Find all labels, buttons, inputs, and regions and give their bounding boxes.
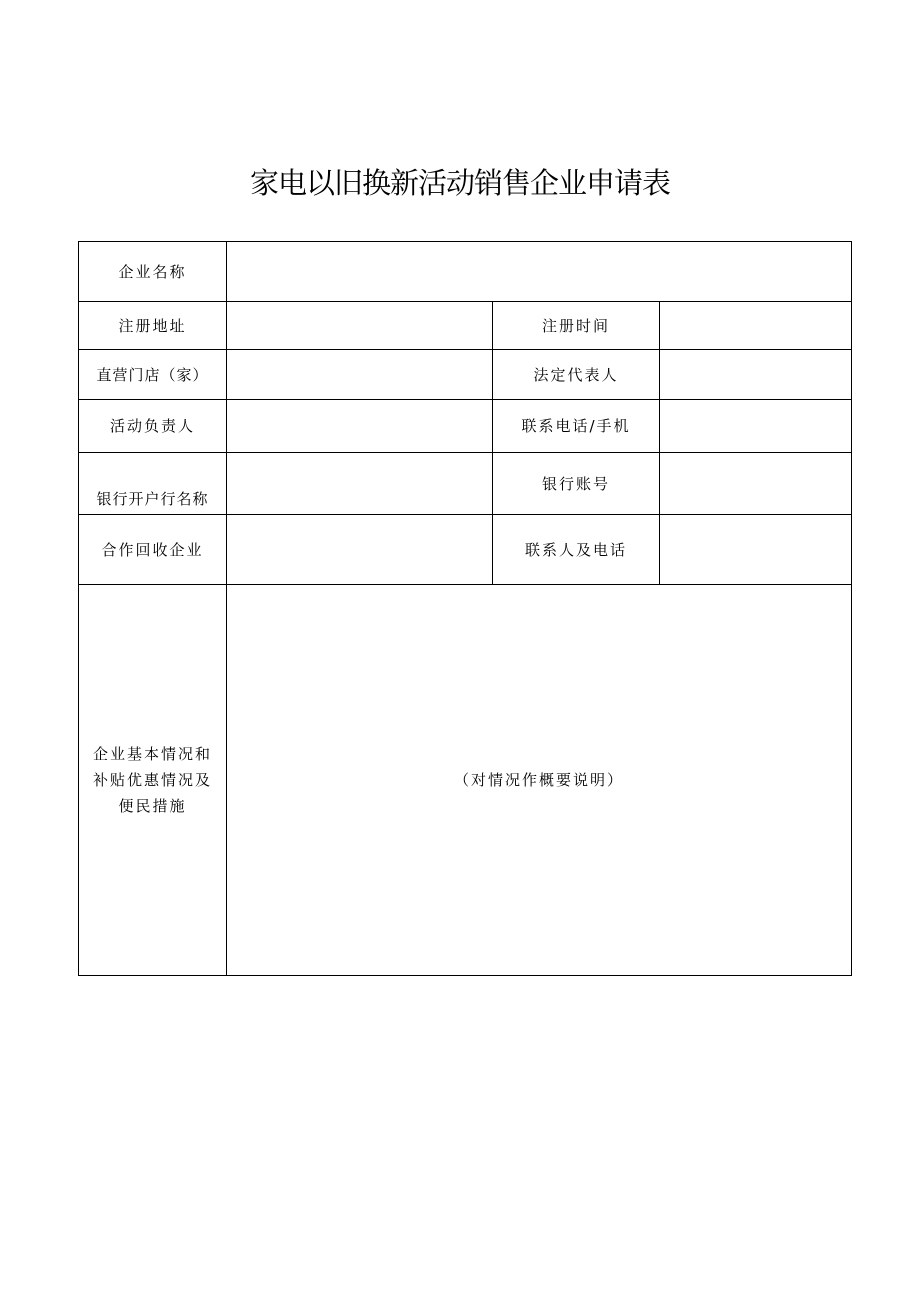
form-title: 家电以旧换新活动销售企业申请表: [249, 166, 670, 200]
recycler-field[interactable]: [227, 515, 492, 584]
direct-stores-field[interactable]: [227, 350, 492, 399]
contact-phone-field[interactable]: [660, 400, 851, 452]
application-form-table: [78, 241, 852, 976]
bank-account-field[interactable]: [660, 453, 851, 514]
label-direct-stores: 直营门店（家）: [96, 365, 209, 384]
label-bank-name: 银行开户行名称: [96, 490, 209, 508]
description-field[interactable]: （对情况作概要说明）: [453, 771, 624, 789]
label-legal-rep: 法定代表人: [533, 365, 619, 384]
label-company-name: 企业名称: [118, 262, 187, 281]
label-contact-phone: 联系电话/手机: [521, 417, 631, 435]
registration-time-field[interactable]: [660, 302, 851, 349]
contact-person-field[interactable]: [660, 515, 851, 584]
label-bank-account: 银行账号: [541, 474, 610, 493]
company-name-field[interactable]: [227, 242, 851, 301]
label-registered-address: 注册地址: [118, 316, 187, 335]
label-description: 企业基本情况和补贴优惠情况及便民措施: [92, 745, 212, 815]
label-recycler: 合作回收企业: [101, 540, 204, 559]
registered-address-field[interactable]: [227, 302, 492, 349]
label-contact-person: 联系人及电话: [524, 540, 627, 559]
bank-name-field[interactable]: [227, 453, 492, 514]
legal-rep-field[interactable]: [660, 350, 851, 399]
activity-manager-field[interactable]: [227, 400, 492, 452]
label-activity-manager: 活动负责人: [109, 417, 195, 435]
label-registration-time: 注册时间: [541, 316, 610, 335]
